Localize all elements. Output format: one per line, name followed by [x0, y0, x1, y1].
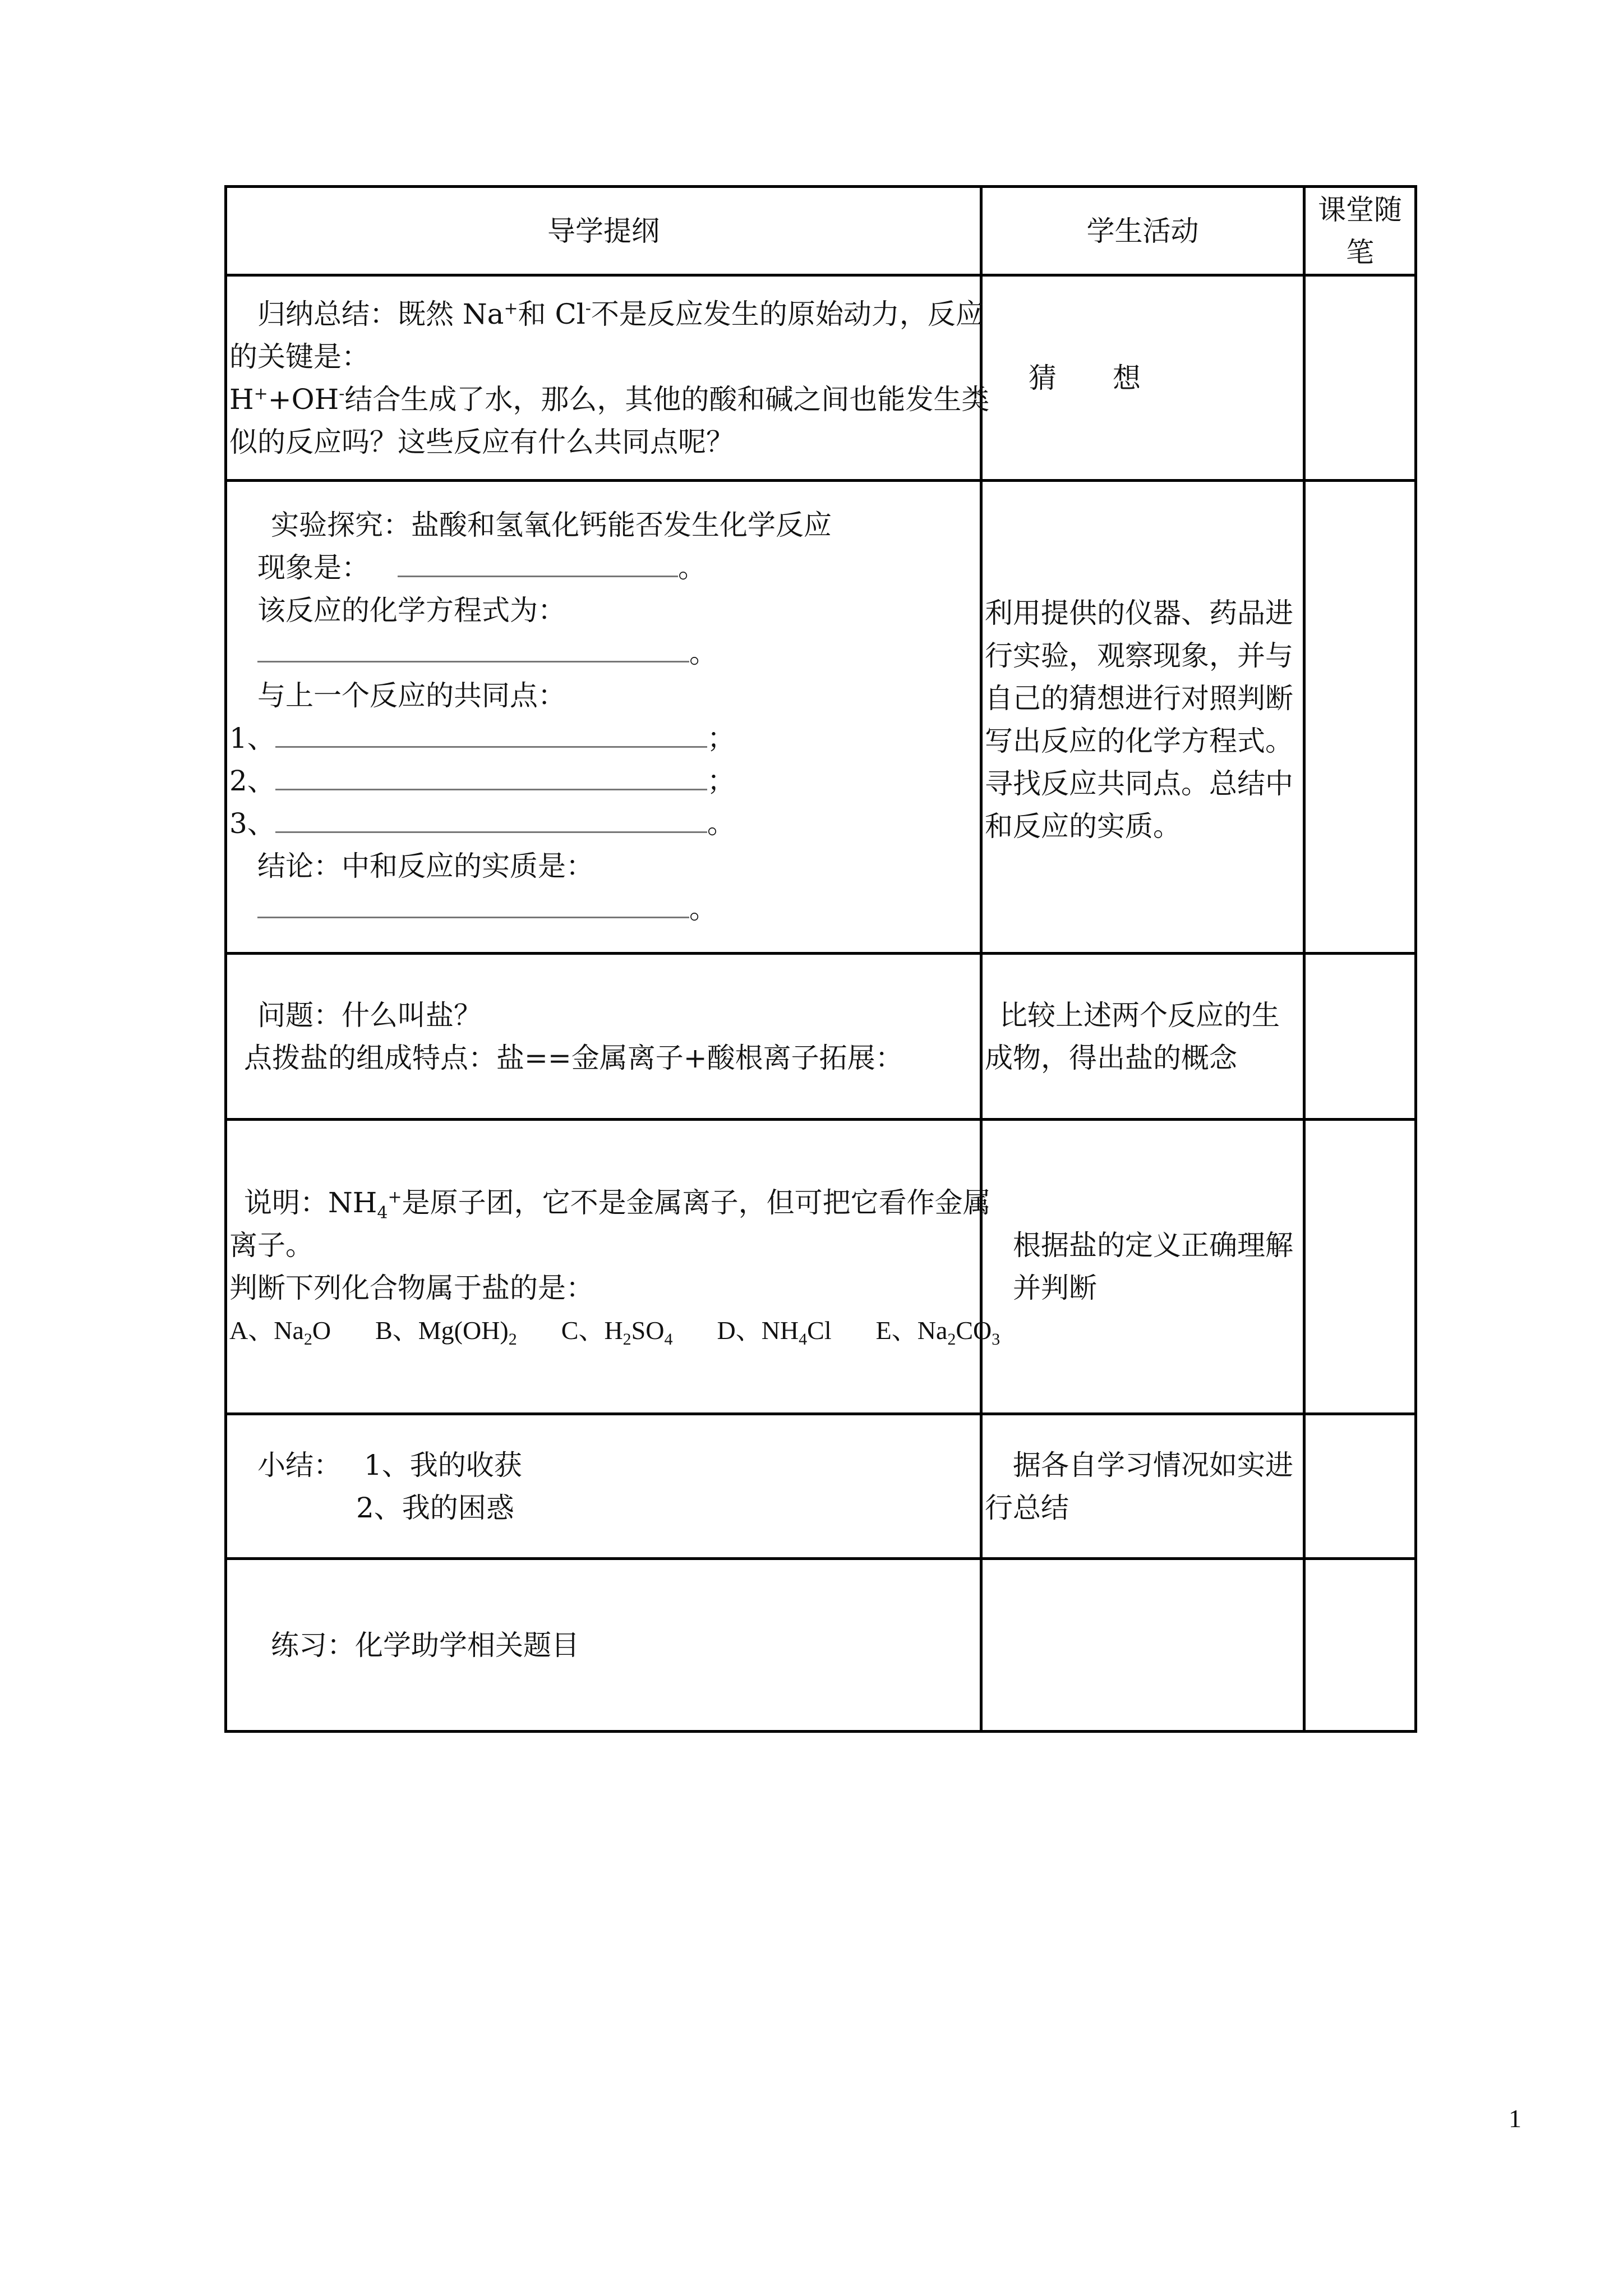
- phenomenon-period: 。: [678, 551, 706, 584]
- salt-question: 问题：什么叫盐？: [257, 999, 482, 1032]
- option-e-sub1: 2: [947, 1330, 956, 1349]
- option-c-pre: C、H: [561, 1316, 623, 1345]
- experiment-phenomenon: [229, 546, 974, 589]
- row-salt-question: [226, 954, 1416, 1120]
- row-reflection-activity: [981, 1414, 1304, 1559]
- option-d-post: Cl: [807, 1316, 832, 1345]
- row-experiment-outline: [226, 481, 981, 954]
- common-item-1: [229, 717, 974, 760]
- row-summary-notes: [1304, 275, 1416, 481]
- row-salt-outline: [226, 954, 981, 1120]
- header-student-activity-text: 学生活动: [1086, 214, 1199, 247]
- summary-line2: 的关键是：: [229, 340, 370, 373]
- header-class-notes-line1: 课堂随: [1318, 193, 1402, 226]
- common-item-2-blank[interactable]: [275, 761, 707, 790]
- page-number: 1: [1509, 2104, 1521, 2133]
- header-guide-outline-text: 导学提纲: [547, 214, 660, 247]
- common-item-3-num: 3、: [229, 807, 275, 840]
- lesson-table: [224, 185, 1417, 1733]
- row-judge: [226, 1120, 1416, 1414]
- row-summary-reflection: [226, 1414, 1416, 1559]
- option-e-pre: E、Na: [875, 1316, 948, 1345]
- reflection-item2: 2、我的困惑: [356, 1491, 514, 1524]
- summary-line1-mid: 和 Cl: [518, 297, 585, 330]
- option-c-mid: SO: [631, 1316, 665, 1345]
- judge-line1-sub: 4: [377, 1203, 388, 1223]
- judge-line2: 离子。: [229, 1229, 313, 1262]
- header-guide-outline: [226, 187, 981, 275]
- option-e: [875, 1316, 1000, 1349]
- summary-line3-post: 结合生成了水，那么，其他的酸和碱之间也能发生类: [344, 383, 990, 416]
- option-a: [229, 1316, 331, 1349]
- common-label: 与上一个反应的共同点：: [257, 679, 566, 712]
- summary-line1: [229, 293, 984, 335]
- phenomenon-blank[interactable]: [398, 547, 678, 577]
- header-row: [226, 187, 1416, 275]
- option-d: [717, 1316, 832, 1349]
- row-experiment-activity: [981, 481, 1304, 954]
- judge-activity-text: 根据盐的定义正确理解并判断: [1013, 1229, 1293, 1304]
- summary-line3-h: H: [229, 383, 254, 416]
- option-d-sub: 4: [799, 1330, 808, 1349]
- judge-line3: 判断下列化合物属于盐的是：: [229, 1272, 594, 1304]
- row-summary-outline: [226, 275, 990, 481]
- option-a-sub: 2: [303, 1330, 312, 1349]
- row-summary: [226, 275, 1416, 481]
- conclusion-blank[interactable]: [257, 889, 689, 918]
- summary-line3: [229, 378, 990, 421]
- common-item-2-semicolon: ；: [707, 765, 735, 797]
- equation-blank[interactable]: [257, 633, 689, 662]
- row-judge-activity: [981, 1120, 1304, 1414]
- option-c-sub2: 4: [664, 1330, 673, 1349]
- header-student-activity: [981, 187, 1304, 275]
- row-practice: [226, 1559, 1416, 1732]
- common-item-3-blank[interactable]: [275, 803, 707, 833]
- salt-hint: 点拨盐的组成特点：盐==金属离子+酸根离子拓展：: [244, 1041, 903, 1074]
- equation-line: [229, 632, 974, 674]
- row-practice-activity: [981, 1559, 1304, 1732]
- common-item-1-semicolon: ；: [707, 722, 735, 754]
- header-class-notes-line2: 笔: [1346, 236, 1374, 269]
- row-salt-notes: [1304, 954, 1416, 1120]
- row-practice-notes: [1304, 1559, 1416, 1732]
- common-item-2: [229, 760, 974, 802]
- judge-line1: [229, 1181, 991, 1224]
- summary-line4: 似的反应吗？这些反应有什么共同点呢？: [229, 425, 734, 458]
- summary-line3-oh: +OH: [268, 383, 339, 416]
- row-reflection-notes: [1304, 1414, 1416, 1559]
- option-d-pre: D、NH: [717, 1316, 799, 1345]
- summary-line3-sup2: -: [339, 383, 345, 403]
- option-a-post: O: [312, 1316, 331, 1345]
- summary-line1-sup2: -: [585, 298, 591, 318]
- row-judge-outline: [226, 1120, 1000, 1414]
- reflection-label: 小结：: [257, 1448, 342, 1481]
- option-b-sub: 2: [508, 1330, 517, 1349]
- judge-line1-pre: 说明：NH: [244, 1186, 377, 1219]
- common-item-3: [229, 802, 974, 845]
- row-experiment-notes: [1304, 481, 1416, 954]
- summary-line1-pre: 归纳总结：既然 Na: [257, 297, 504, 330]
- option-a-pre: A、Na: [229, 1316, 304, 1345]
- option-b: [375, 1316, 517, 1349]
- conclusion-label: 结论：中和反应的实质是：: [257, 850, 594, 882]
- row-judge-notes: [1304, 1120, 1416, 1414]
- option-c-sub1: 2: [623, 1330, 631, 1349]
- option-b-pre: B、Mg(OH): [375, 1316, 509, 1345]
- common-item-1-blank[interactable]: [275, 718, 707, 748]
- row-practice-outline: [226, 1559, 981, 1732]
- reflection-line1: [229, 1444, 974, 1487]
- equation-period: 。: [689, 637, 717, 669]
- experiment-title: 实验探究：盐酸和氢氧化钙能否发生化学反应: [271, 509, 832, 541]
- header-class-notes: [1304, 187, 1416, 275]
- option-e-mid: CO: [956, 1316, 992, 1345]
- common-item-1-num: 1、: [229, 722, 275, 754]
- common-item-2-num: 2、: [229, 765, 275, 797]
- summary-line3-sup1: +: [253, 383, 268, 403]
- salt-activity-text: 比较上述两个反应的生成物，得出盐的概念: [985, 999, 1280, 1074]
- option-c: [561, 1316, 673, 1349]
- row-summary-activity: [981, 275, 1304, 481]
- conclusion-period: 。: [689, 892, 717, 925]
- summary-line1-post: 不是反应发生的原始动力，反应: [591, 297, 984, 330]
- reflection-activity-text: 据各自学习情况如实进行总结: [985, 1448, 1293, 1524]
- judge-line1-post: 是原子团，它不是金属离子，但可把它看作金属: [402, 1186, 991, 1219]
- row-experiment: [226, 481, 1416, 954]
- conclusion-line: [229, 887, 974, 930]
- row-reflection-outline: [226, 1414, 981, 1559]
- option-e-sub2: 3: [992, 1330, 1000, 1349]
- reflection-item1: 1、我的收获: [364, 1448, 522, 1481]
- phenomenon-label: 现象是：: [257, 551, 370, 584]
- summary-line1-sup1: +: [504, 298, 518, 318]
- common-item-3-period: 。: [707, 807, 735, 840]
- practice-line1: 练习：化学助学相关题目: [271, 1628, 579, 1662]
- row-salt-activity: [981, 954, 1304, 1120]
- equation-label: 该反应的化学方程式为：: [257, 594, 566, 627]
- judge-options: [229, 1309, 1000, 1352]
- judge-line1-sup: +: [388, 1187, 402, 1207]
- summary-activity-text: 猜 想: [1029, 361, 1141, 394]
- experiment-activity-text: 利用提供的仪器、药品进行实验，观察现象，并与自己的猜想进行对照判断写出反应的化学方程式。寻找反应共同点。总结中和反应的实质。: [985, 597, 1293, 843]
